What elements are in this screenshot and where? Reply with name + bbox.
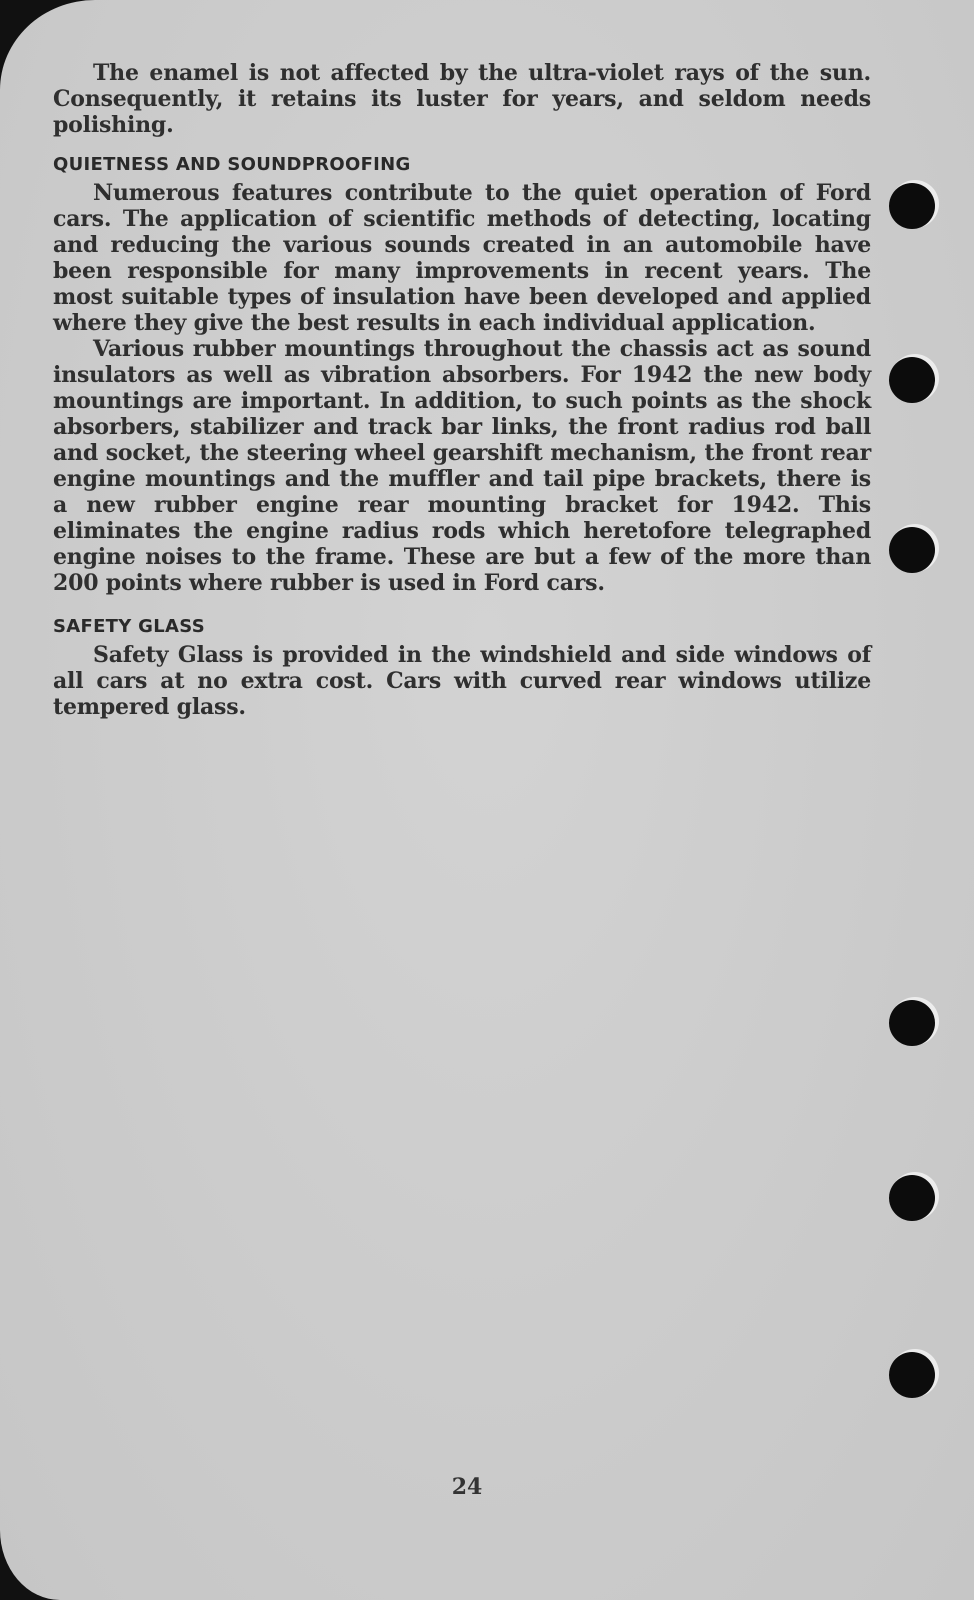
paragraph-quiet-operation: Numerous features contribute to the quiet operation of Ford cars. The application of scientific methods of detecting, locating and reducing the various sounds created in an automobile have been responsible for many improvements in recent years. The most suitable types of insulation have been developed and applied where they give the best results in each individual application.: [53, 180, 871, 336]
binder-hole-icon: [889, 1352, 935, 1398]
binder-hole-icon: [889, 527, 935, 573]
binder-hole-icon: [889, 357, 935, 403]
heading-safety-glass: SAFETY GLASS: [53, 616, 205, 637]
paragraph-rubber-mountings: Various rubber mountings throughout the chassis act as sound insulators as well as vibration absorbers. For 1942 the new body mountings are important. In addition, to such points as the shock absorbers, stabilizer and track bar links, the front radius rod ball and socket, the steering wheel gearshift mechanism, the front rear engine mountings and the muffler and tail pipe brackets, there is a new rubber engine rear mounting bracket for 1942. This eliminates the engine radius rods which heretofore telegraphed engine noises to the frame. These are but a few of the more than 200 points where rubber is used in Ford cars.: [53, 336, 871, 596]
binder-hole-icon: [889, 1000, 935, 1046]
heading-quietness-soundproofing: QUIETNESS AND SOUNDPROOFING: [53, 154, 411, 175]
paragraph-safety-glass: Safety Glass is provided in the windshield and side windows of all cars at no extra cost. Cars with curved rear windows utilize tempered glass.: [53, 642, 871, 720]
binder-hole-icon: [889, 183, 935, 229]
page-number: 24: [451, 1474, 483, 1500]
paragraph-enamel: The enamel is not affected by the ultra-violet rays of the sun. Consequently, it retains its luster for years, and seldom needs polishing.: [53, 60, 871, 138]
page-body: [53, 60, 871, 720]
binder-hole-icon: [889, 1175, 935, 1221]
